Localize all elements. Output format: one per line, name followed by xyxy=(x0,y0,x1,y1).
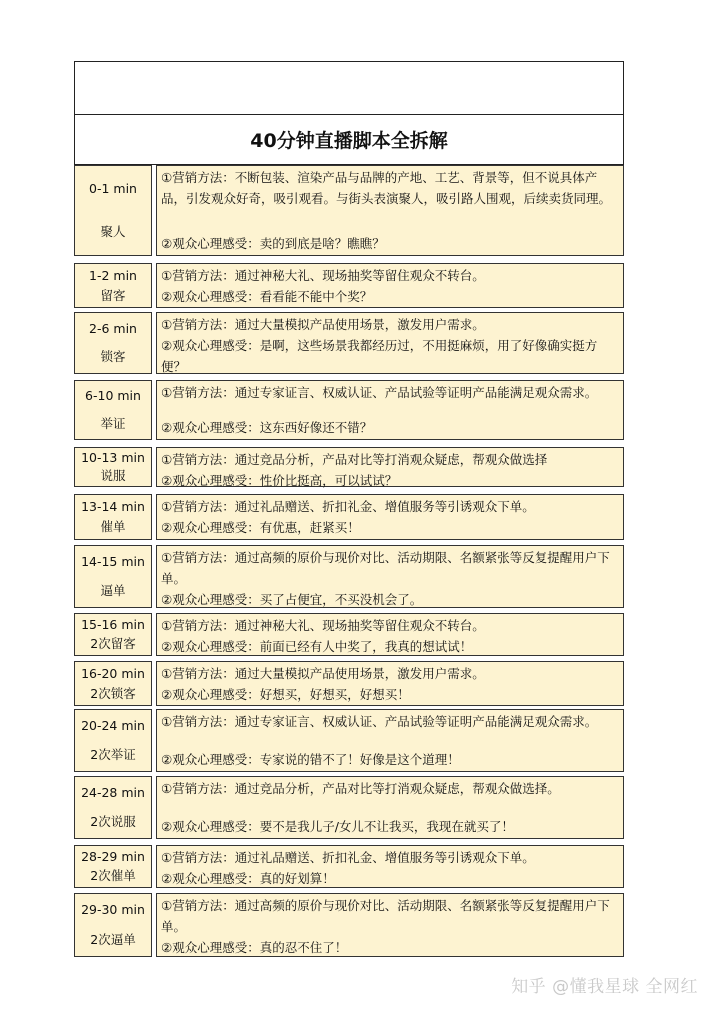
time-range: 0-1 min xyxy=(89,181,137,196)
marketing-method: ①营销方法：通过礼品赠送、折扣礼金、增值服务等引诱观众下单。 xyxy=(161,850,535,865)
time-range: 29-30 min xyxy=(81,902,145,918)
table-row xyxy=(74,709,624,772)
table-row xyxy=(74,380,624,440)
description-cell xyxy=(156,709,624,772)
stage-label: 2次举证 xyxy=(90,747,136,762)
stage-label: 举证 xyxy=(100,415,126,431)
time-cell xyxy=(74,661,152,706)
audience-feeling: ②观众心理感受：卖的到底是啥？瞧瞧？ xyxy=(161,236,385,251)
time-cell xyxy=(74,709,152,772)
marketing-method: ①营销方法：通过竞品分析，产品对比等打消观众疑虑，帮观众做选择。 xyxy=(161,781,560,796)
time-range: 24-28 min xyxy=(81,785,145,800)
audience-feeling: ②观众心理感受：是啊，这些场景我都经历过，不用挺麻烦，用了好像确实挺方便？ xyxy=(161,338,598,374)
stage-label: 锁客 xyxy=(100,349,126,365)
stage-label: 说服 xyxy=(100,467,126,483)
stage-label: 2次留客 xyxy=(90,636,136,651)
time-range: 15-16 min xyxy=(81,617,145,632)
time-range: 16-20 min xyxy=(81,665,145,681)
audience-feeling: ②观众心理感受：有优惠，赶紧买！ xyxy=(161,520,360,535)
marketing-method: ①营销方法：通过高频的原价与现价对比、活动期限、名额紧张等反复提醒用户下单。 xyxy=(161,898,610,934)
time-cell xyxy=(74,845,152,888)
description-cell xyxy=(156,613,624,656)
audience-feeling: ②观众心理感受：这东西好像还不错？ xyxy=(161,420,373,435)
audience-feeling: ②观众心理感受：性价比挺高，可以试试？ xyxy=(161,473,398,488)
stage-label: 2次逼单 xyxy=(90,931,136,947)
time-cell xyxy=(74,165,152,256)
description-cell xyxy=(156,845,624,888)
marketing-method: ①营销方法：通过神秘大礼、现场抽奖等留住观众不转台。 xyxy=(161,268,485,283)
marketing-method: ①营销方法：通过高频的原价与现价对比、活动期限、名额紧张等反复提醒用户下单。 xyxy=(161,550,610,586)
time-range: 10-13 min xyxy=(81,450,145,466)
time-range: 28-29 min xyxy=(81,849,145,864)
time-range: 20-24 min xyxy=(81,718,145,733)
time-range: 6-10 min xyxy=(85,388,141,404)
table-row xyxy=(74,893,624,957)
script-table xyxy=(74,61,624,955)
description-cell xyxy=(156,312,624,374)
time-range: 2-6 min xyxy=(89,320,137,336)
time-cell xyxy=(74,893,152,957)
empty-header-row xyxy=(74,61,624,115)
time-cell xyxy=(74,312,152,374)
description-cell xyxy=(156,776,624,839)
marketing-method: ①营销方法：不断包装、渲染产品与品牌的产地、工艺、背景等，但不说具体产品，引发观众好奇，吸引观看。与街头表演聚人，吸引路人围观，后续卖货同理。 xyxy=(161,170,612,206)
table-row xyxy=(74,776,624,839)
marketing-method: ①营销方法：通过神秘大礼、现场抽奖等留住观众不转台。 xyxy=(161,618,485,633)
marketing-method: ①营销方法：通过大量模拟产品使用场景，激发用户需求。 xyxy=(161,666,485,681)
description-cell xyxy=(156,545,624,608)
time-cell xyxy=(74,380,152,440)
description-cell xyxy=(156,447,624,487)
audience-feeling: ②观众心理感受：好想买，好想买，好想买！ xyxy=(161,687,410,702)
page-title: 40分钟直播脚本全拆解 xyxy=(74,115,624,165)
audience-feeling: ②观众心理感受：真的忍不住了！ xyxy=(161,940,348,955)
time-cell xyxy=(74,263,152,308)
table-row xyxy=(74,165,624,256)
table-row xyxy=(74,845,624,888)
stage-label: 聚人 xyxy=(100,224,126,239)
watermark: 知乎 @懂我星球 全网红 xyxy=(511,977,698,997)
marketing-method: ①营销方法：通过专家证言、权威认证、产品试验等证明产品能满足观众需求。 xyxy=(161,714,598,729)
description-cell xyxy=(156,494,624,540)
description-cell xyxy=(156,165,624,256)
time-cell xyxy=(74,545,152,608)
table-row xyxy=(74,263,624,308)
audience-feeling: ②观众心理感受：要不是我儿子/女儿不让我买，我现在就买了！ xyxy=(161,819,514,834)
table-row xyxy=(74,494,624,540)
time-cell xyxy=(74,447,152,487)
table-row xyxy=(74,312,624,374)
table-row xyxy=(74,545,624,608)
marketing-method: ①营销方法：通过竞品分析，产品对比等打消观众疑虑，帮观众做选择 xyxy=(161,452,548,467)
marketing-method: ①营销方法：通过专家证言、权威认证、产品试验等证明产品能满足观众需求。 xyxy=(161,385,598,400)
stage-label: 2次锁客 xyxy=(90,685,136,701)
marketing-method: ①营销方法：通过大量模拟产品使用场景，激发用户需求。 xyxy=(161,317,485,332)
table-row xyxy=(74,447,624,487)
time-cell xyxy=(74,494,152,540)
stage-label: 2次催单 xyxy=(90,868,136,883)
stage-label: 催单 xyxy=(100,519,126,535)
audience-feeling: ②观众心理感受：专家说的错不了！好像是这个道理！ xyxy=(161,752,460,767)
description-cell xyxy=(156,661,624,706)
audience-feeling: ②观众心理感受：买了占便宜，不买没机会了。 xyxy=(161,592,423,607)
time-cell xyxy=(74,613,152,656)
audience-feeling: ②观众心理感受：前面已经有人中奖了，我真的想试试！ xyxy=(161,639,473,654)
table-row xyxy=(74,613,624,656)
description-cell xyxy=(156,263,624,308)
time-range: 14-15 min xyxy=(81,554,145,569)
table-row xyxy=(74,661,624,706)
stage-label: 留客 xyxy=(100,287,126,303)
stage-label: 2次说服 xyxy=(90,814,136,829)
audience-feeling: ②观众心理感受：真的好划算！ xyxy=(161,871,335,886)
description-cell xyxy=(156,380,624,440)
time-range: 13-14 min xyxy=(81,498,145,514)
description-cell xyxy=(156,893,624,957)
time-range: 1-2 min xyxy=(89,267,137,283)
audience-feeling: ②观众心理感受：看看能不能中个奖？ xyxy=(161,289,373,304)
time-cell xyxy=(74,776,152,839)
marketing-method: ①营销方法：通过礼品赠送、折扣礼金、增值服务等引诱观众下单。 xyxy=(161,499,535,514)
stage-label: 逼单 xyxy=(100,583,126,598)
